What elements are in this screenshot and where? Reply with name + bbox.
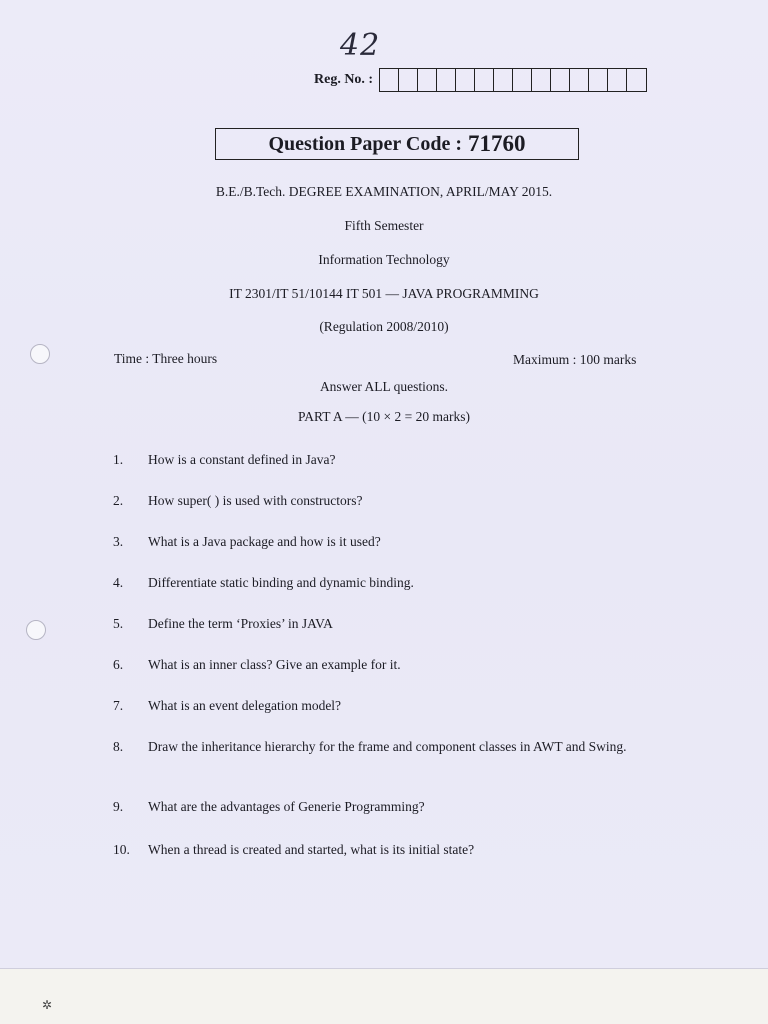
reg-no-row [314,68,647,92]
reg-no-box [437,69,456,91]
question-item [113,614,673,633]
semester: Fifth Semester [344,218,424,233]
question-number: 1. [113,452,124,467]
reg-no-box [513,69,532,91]
reg-no-box [418,69,437,91]
reg-no-box [608,69,627,91]
reg-no-box [627,69,646,91]
reg-no-box [475,69,494,91]
time-allowed: Time : Three hours [114,351,218,366]
ink-smudge: ✲ [42,998,53,1012]
question-number: 10. [113,842,130,857]
question-number: 8. [113,739,124,754]
question-number: 4. [113,575,124,590]
question-text: What is an inner class? Give an example for it. [148,657,401,672]
question-number: 7. [113,698,124,713]
question-text: What is a Java package and how is it used? [148,534,381,549]
handwritten-note: 42 [340,28,381,63]
question-text: Define the term ‘Proxies’ in JAVA [148,616,333,631]
question-text: How is a constant defined in Java? [148,452,336,467]
reg-no-box [570,69,589,91]
reg-no-box [551,69,570,91]
reg-no-boxes [379,68,647,92]
reg-no-box [399,69,418,91]
question-item [113,840,673,859]
regulation: (Regulation 2008/2010) [319,319,449,334]
reg-no-box [494,69,513,91]
punch-hole [26,620,46,640]
question-text: Draw the inheritance hierarchy for the frame and component classes in AWT and Swing. [148,739,627,754]
instruction: Answer ALL questions. [319,379,449,394]
question-item [113,573,673,592]
question-text: What is an event delegation model? [148,698,342,713]
question-item [113,737,673,756]
question-item [113,696,673,715]
reg-no-box [380,69,399,91]
reg-no-label: Reg. No. : [314,72,374,87]
reg-no-box [456,69,475,91]
question-paper-code: 71760 [468,131,526,156]
exam-title: B.E./B.Tech. DEGREE EXAMINATION, APRIL/MAY 2015. [215,184,553,199]
question-number: 5. [113,616,124,631]
question-item [113,491,673,510]
department: Information Technology [318,252,450,267]
punch-hole [30,344,50,364]
part-heading: PART A — (10 × 2 = 20 marks) [298,409,470,424]
question-item [113,797,673,816]
course-title: IT 2301/IT 51/10144 IT 501 — JAVA PROGRAMMING [229,286,539,301]
question-text: When a thread is created and started, what is its initial state? [148,842,475,857]
question-text: What are the advantages of Generie Programming? [148,799,425,814]
question-item [113,450,673,469]
question-number: 9. [113,799,124,814]
question-item [113,532,673,551]
maximum-marks: Maximum : 100 marks [513,352,637,367]
question-number: 3. [113,534,124,549]
question-paper-code-box [215,128,579,160]
question-number: 6. [113,657,124,672]
question-text: Differentiate static binding and dynamic binding. [148,575,414,590]
question-item [113,655,673,674]
question-paper-code-label: Question Paper Code : [268,132,462,155]
question-number: 2. [113,493,124,508]
question-text: How super( ) is used with constructors? [148,493,363,508]
reg-no-box [532,69,551,91]
reg-no-box [589,69,608,91]
